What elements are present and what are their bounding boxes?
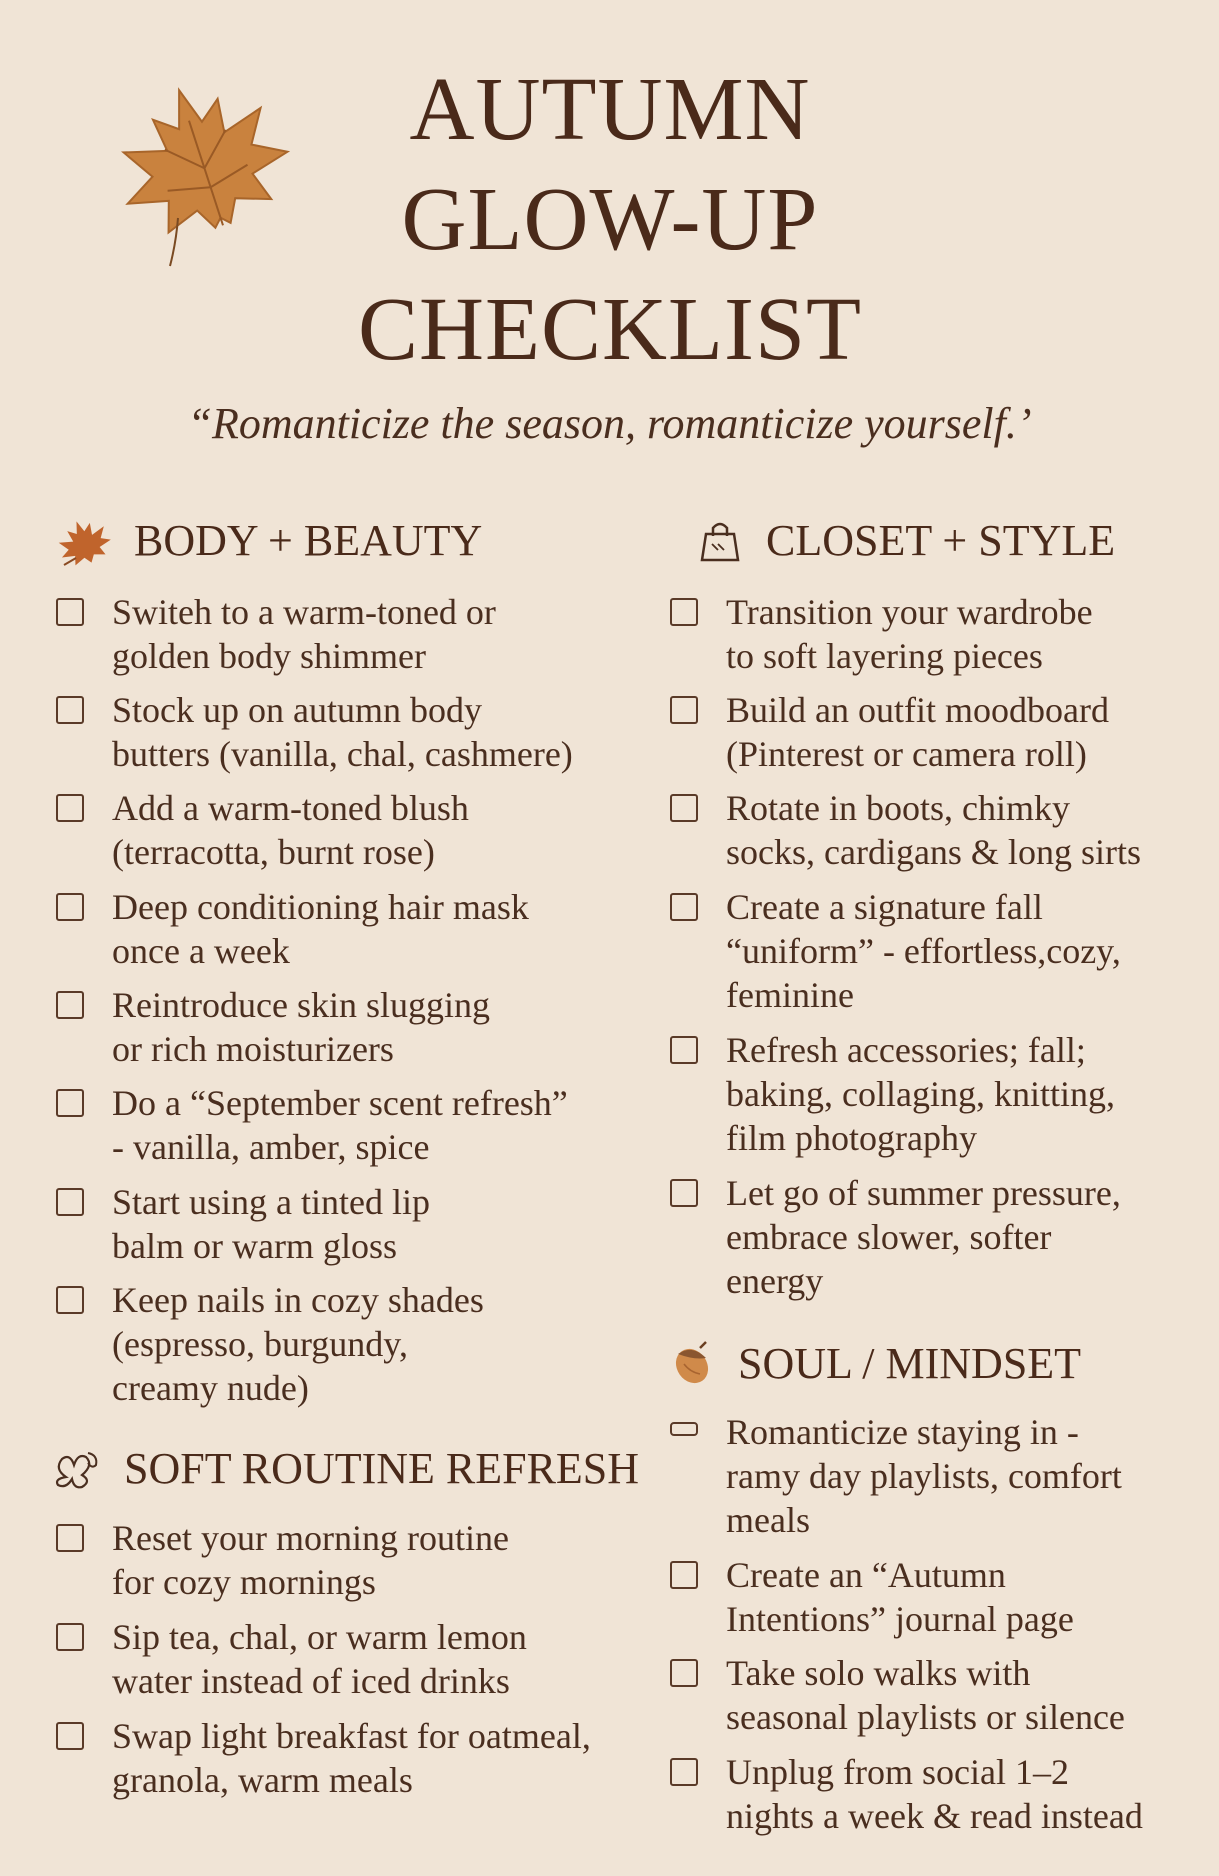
list-item-text: Create a signature fall “uniform” - effortless,cozy, feminine [726, 887, 1121, 1015]
checkbox[interactable] [670, 1422, 698, 1436]
title-line-1: AUTUMN [409, 60, 811, 159]
list-item-text: Create an “Autumn Intentions” journal page [726, 1555, 1074, 1639]
list-item-text: Transition your wardrobe to soft layering pieces [726, 592, 1093, 676]
list-item-text: Deep conditioning hair mask once a week [112, 887, 529, 971]
checkbox[interactable] [670, 1036, 698, 1064]
list-item-text: Build an outfit moodboard (Pinterest or camera roll) [726, 690, 1109, 774]
maple-leaf-icon [56, 516, 112, 566]
checkbox[interactable] [56, 893, 84, 921]
section-heading-soft-routine [52, 1443, 639, 1494]
checkbox[interactable] [670, 1179, 698, 1207]
list-item-text: Stock up on autumn body butters (vanilla, chal, cashmere) [112, 690, 573, 774]
checkbox[interactable] [670, 893, 698, 921]
checkbox[interactable] [56, 1286, 84, 1314]
shopping-bag-icon [696, 518, 744, 564]
checkbox[interactable] [56, 991, 84, 1019]
section-heading-label: CLOSET + STYLE [766, 516, 1116, 565]
title-line-3: CHECKLIST [358, 280, 862, 379]
checkbox[interactable] [56, 598, 84, 626]
list-item-text: Start using a tinted lip balm or warm gloss [112, 1182, 430, 1266]
page-title [300, 55, 920, 385]
checkbox[interactable] [670, 1659, 698, 1687]
acorn-icon [670, 1340, 716, 1388]
list-item-text: Sip tea, chal, or warm lemon water instead of iced drinks [112, 1617, 527, 1701]
list-item-text: Unplug from social 1–2 nights a week & read instead [726, 1752, 1143, 1836]
section-heading-label: SOUL / MINDSET [738, 1339, 1082, 1388]
checkbox[interactable] [670, 696, 698, 724]
list-item-text: Reset your morning routine for cozy mornings [112, 1518, 509, 1602]
list-item-text: Do a “September scent refresh” - vanilla, amber, spice [112, 1083, 568, 1167]
list-item-text: Let go of summer pressure, embrace slower, softer energy [726, 1173, 1121, 1301]
section-heading-soul-mindset [670, 1338, 1081, 1389]
list-item-text: Add a warm-toned blush (terracotta, burnt rose) [112, 788, 469, 872]
list-item-text: Keep nails in cozy shades (espresso, burgundy, creamy nude) [112, 1280, 484, 1408]
subtitle-quote: “Romanticize the season, romanticize yourself.’ [187, 399, 1032, 448]
section-heading-label: SOFT ROUTINE REFRESH [124, 1444, 640, 1493]
list-item-text: Reintroduce skin slugging or rich moisturizers [112, 985, 490, 1069]
flower-doodle-icon [52, 1447, 102, 1491]
checkbox[interactable] [670, 1561, 698, 1589]
section-heading-label: BODY + BEAUTY [134, 516, 483, 565]
checkbox[interactable] [670, 794, 698, 822]
list-item-text: Take solo walks with seasonal playlists or silence [726, 1653, 1125, 1737]
title-line-2: GLOW-UP [401, 170, 819, 269]
maple-leaf-icon [118, 78, 293, 268]
list-item-text: Switeh to a warm-toned or golden body shimmer [112, 592, 496, 676]
list-item-text: Rotate in boots, chimky socks, cardigans & long sirts [726, 788, 1141, 872]
checkbox[interactable] [670, 1758, 698, 1786]
checkbox[interactable] [670, 598, 698, 626]
checkbox[interactable] [56, 1089, 84, 1117]
checkbox[interactable] [56, 1188, 84, 1216]
list-item-text: Romanticize staying in - ramy day playlists, comfort meals [726, 1412, 1122, 1540]
checkbox[interactable] [56, 1722, 84, 1750]
checkbox[interactable] [56, 1524, 84, 1552]
section-heading-closet-style [696, 515, 1115, 566]
section-heading-body-beauty [56, 515, 482, 566]
checkbox[interactable] [56, 794, 84, 822]
list-item-text: Swap light breakfast for oatmeal, granola, warm meals [112, 1716, 591, 1800]
checkbox[interactable] [56, 1623, 84, 1651]
list-item-text: Refresh accessories; fall; baking, collaging, knitting, film photography [726, 1030, 1115, 1158]
checkbox[interactable] [56, 696, 84, 724]
